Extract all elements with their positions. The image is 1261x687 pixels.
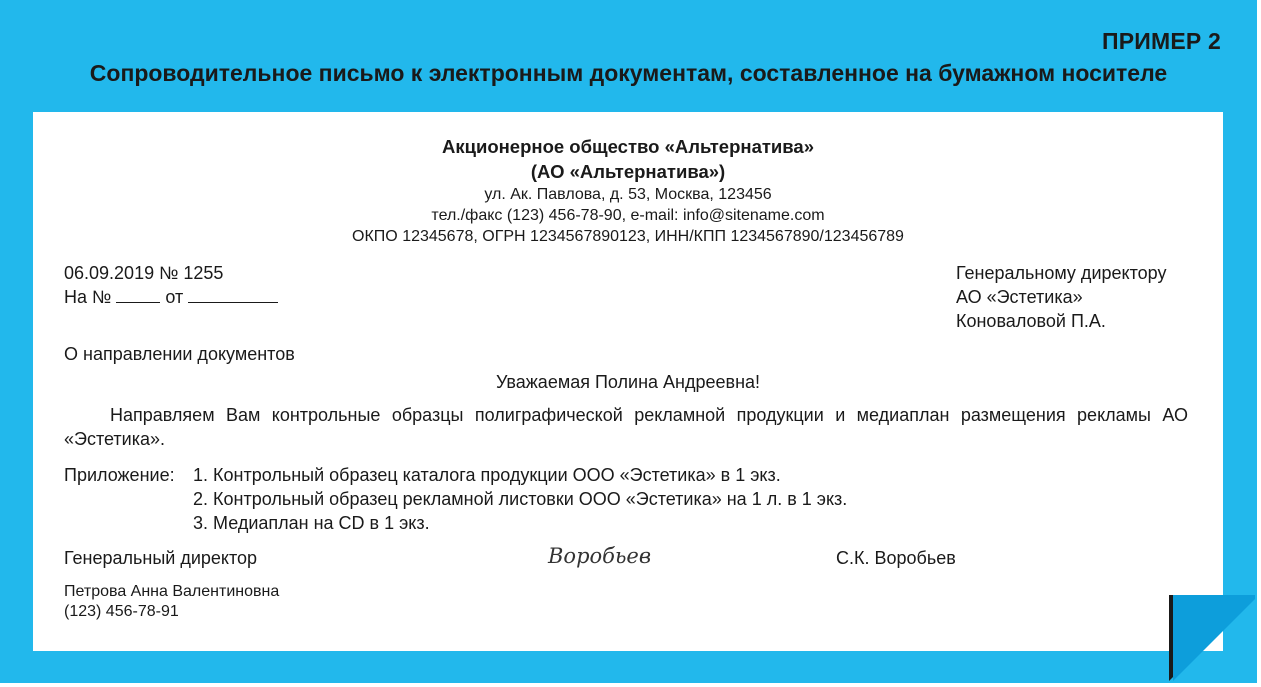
organization-name: Акционерное общество «Альтернатива» bbox=[441, 136, 815, 157]
addressee-line-1: Генеральному директору bbox=[956, 263, 1167, 283]
signer-name: С.К. Воробьев bbox=[836, 548, 956, 568]
attachment-row bbox=[64, 511, 847, 535]
organization-short-name: (АО «Альтернатива») bbox=[530, 161, 726, 182]
signer-position: Генеральный директор bbox=[64, 548, 258, 568]
date-number: 06.09.2019 № 1255 bbox=[64, 263, 224, 283]
attachments-block bbox=[64, 463, 847, 535]
attachment-item: 1. Контрольный образец каталога продукции ООО «Эстетика» в 1 экз. bbox=[193, 465, 781, 485]
executor-name: Петрова Анна Валентиновна bbox=[64, 583, 280, 600]
organization-block bbox=[33, 134, 1223, 247]
reference-number-blank bbox=[116, 285, 160, 303]
organization-contacts: тел./факс (123) 456-78-90, e-mail: info@sitename.com bbox=[431, 207, 825, 224]
attachment-row bbox=[64, 487, 847, 511]
executor-phone: (123) 456-78-91 bbox=[64, 603, 179, 620]
letter-subject: О направлении документов bbox=[64, 344, 295, 364]
organization-address: ул. Ак. Павлова, д. 53, Москва, 123456 bbox=[484, 186, 772, 203]
reference-line bbox=[64, 285, 278, 309]
attachment-row bbox=[64, 463, 847, 487]
letter-registration bbox=[64, 261, 278, 309]
reference-date-blank bbox=[188, 285, 278, 303]
page-curl-front bbox=[1173, 595, 1255, 681]
executor-block bbox=[64, 582, 279, 622]
letter-sheet bbox=[33, 112, 1223, 651]
attachment-item: 2. Контрольный образец рекламной листовки ООО «Эстетика» на 1 л. в 1 экз. bbox=[193, 489, 848, 509]
reference-prefix: На № bbox=[64, 287, 112, 307]
example-label: ПРИМЕР 2 bbox=[1101, 28, 1221, 54]
letter-body: Направляем Вам контрольные образцы полиграфической рекламной продукции и медиаплан размещения рекламы АО «Эстетика». bbox=[64, 405, 1188, 449]
organization-codes: ОКПО 12345678, ОГРН 1234567890123, ИНН/КПП 1234567890/123456789 bbox=[352, 228, 904, 245]
attachments-label: Приложение: bbox=[64, 465, 175, 485]
example-title: Сопроводительное письмо к электронным документам, составленное на бумажном носителе bbox=[89, 60, 1168, 86]
addressee-block bbox=[956, 261, 1166, 333]
page-curl-icon bbox=[1169, 595, 1255, 681]
addressee-line-2: АО «Эстетика» bbox=[956, 287, 1083, 307]
addressee-line-3: Коноваловой П.А. bbox=[956, 311, 1106, 331]
attachment-item: 3. Медиаплан на CD в 1 экз. bbox=[193, 513, 430, 533]
signature-block bbox=[64, 546, 1188, 576]
reference-from: от bbox=[165, 287, 184, 307]
salutation: Уважаемая Полина Андреевна! bbox=[495, 372, 761, 392]
handwritten-signature: Воробьев bbox=[548, 544, 652, 568]
